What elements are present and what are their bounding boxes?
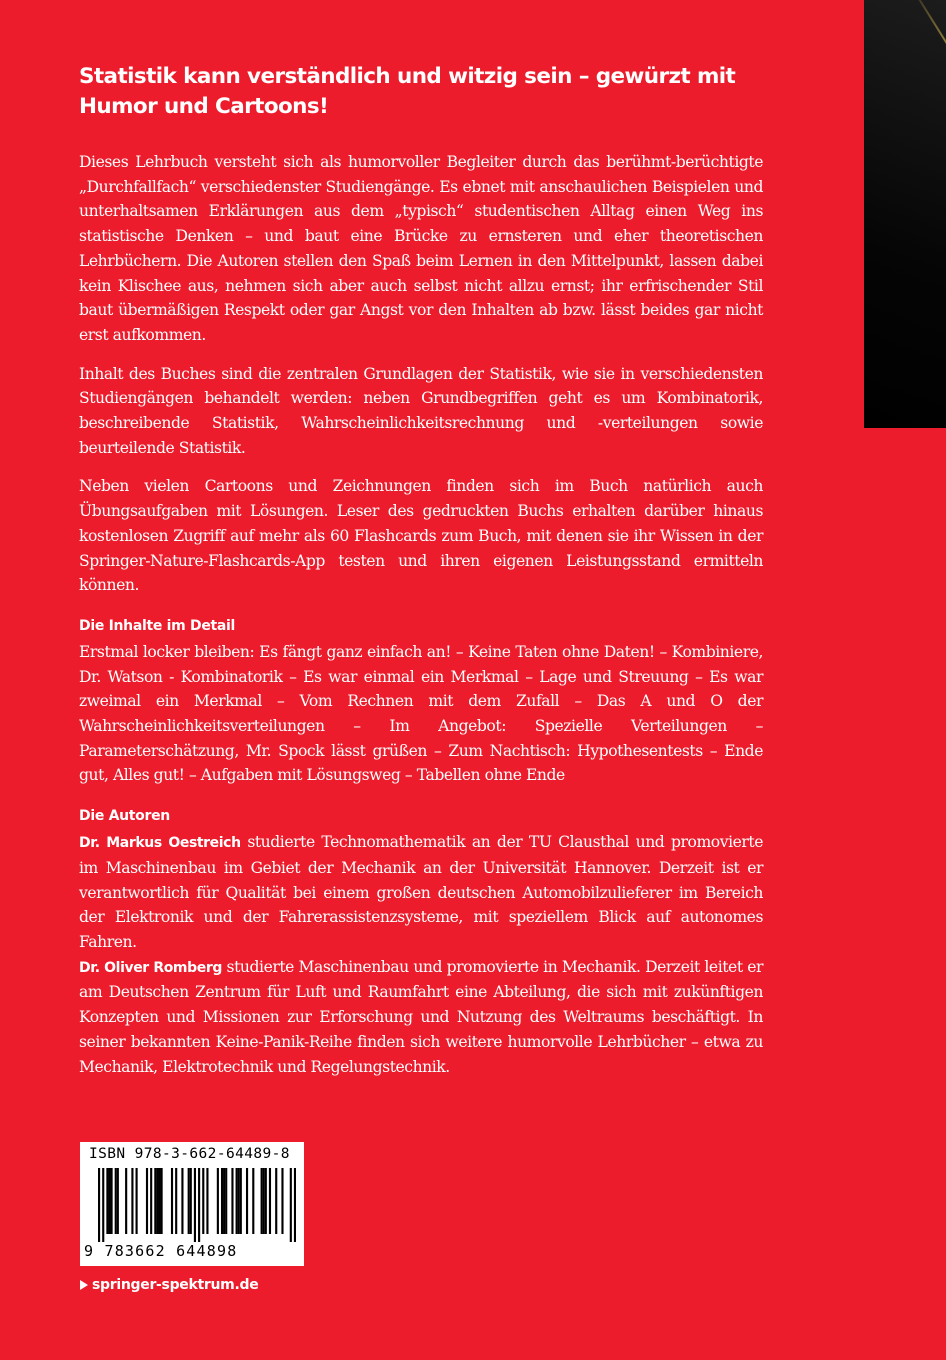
barcode-bar xyxy=(108,1168,110,1234)
barcode-bar xyxy=(252,1168,254,1234)
barcode-bar xyxy=(269,1168,271,1234)
author-bio-text: studierte Maschinenbau und promovierte in Mechanik. Derzeit leitet er am Deutschen Zentrum für Luft und Raumfahrt eine Abteilung, die sich mit zukünftigen Konzepten und Missionen zur Erforschung und Nutzung des Weltraums beschäftigt. In seiner bekannten Keine-Panik-Reihe finden sich weitere humorvolle Lehrbücher – etwa zu Mechanik, Elektrotechnik und Regelungstechnik. xyxy=(79,957,763,1076)
barcode-bar xyxy=(225,1168,227,1234)
contents-text: Erstmal locker bleiben: Es fängt ganz einfach an! – Keine Taten ohne Daten! – Kombiniere, Dr. Watson - Kombinatorik – Es war einmal ein Merkmal – Lage und Streuung – Es war zweimal ein Merkmal – Vom Rechnen mit dem Zufall – Das A und O der Wahrscheinlichkeitsverteilungen – Im Angebot: Spezielle Verteilungen – Parameterschätzung, Mr. Spock lässt grüßen – Zum Nachtisch: Hypothesentests – Ende gut, Alles gut! – Aufgaben mit Lösungsweg – Tabellen ohne Ende xyxy=(79,642,763,785)
barcode-bar xyxy=(136,1168,138,1234)
back-cover-text xyxy=(79,62,763,1093)
author-bio-oestreich xyxy=(79,830,763,955)
author-name: Dr. Oliver Romberg xyxy=(79,959,222,976)
author-bio-text: studierte Technomathematik an der TU Clausthal und promovierte im Maschinenbau im Gebiet der Mechanik an der Universität Hannover. Derzeit ist er verantwortlich für Qualität bei einem großen deutschen Automobilzulieferer im Bereich der Elektronik und der Fahrerassistenzsysteme, mit speziellem Blick auf autonomes Fahren. xyxy=(79,833,763,951)
author-bio-romberg xyxy=(79,955,763,1080)
barcode-bar xyxy=(206,1168,208,1234)
contents-heading: Die Inhalte im Detail xyxy=(79,617,236,634)
barcode-bar xyxy=(154,1168,156,1234)
barcode-bar xyxy=(181,1168,183,1234)
barcode-bar xyxy=(263,1168,265,1234)
barcode-bar xyxy=(221,1168,223,1234)
barcode-bar xyxy=(246,1168,248,1234)
barcode-bar xyxy=(261,1168,263,1234)
barcode-bar xyxy=(217,1168,219,1234)
isbn-barcode xyxy=(80,1142,304,1266)
barcode-bar xyxy=(281,1168,283,1234)
barcode-bar xyxy=(238,1168,240,1234)
barcode-bar xyxy=(290,1168,292,1242)
barcode-bar xyxy=(175,1168,177,1234)
light-streak xyxy=(906,0,946,116)
dark-corner-decoration xyxy=(864,0,946,428)
authors-heading: Die Autoren xyxy=(79,808,170,825)
barcode-bar xyxy=(102,1168,104,1242)
arrow-right-icon xyxy=(80,1280,88,1290)
barcode-bar xyxy=(223,1168,225,1234)
headline: Statistik kann verständlich und witzig sein – gewürzt mit Humor und Cartoons! xyxy=(79,64,736,119)
barcode-bar xyxy=(190,1168,192,1234)
website-text: springer-spektrum.de xyxy=(92,1277,259,1293)
intro-paragraph-2: Inhalt des Buches sind die zentralen Grundlagen der Statistik, wie sie in verschiedensten Studiengängen behandelt werden: neben Grundbegriffen geht es um Kombinatorik, beschreibende Statistik, Wahrscheinlichkeitsrechnung und -verteilungen sowie beurteilende Statistik. xyxy=(79,364,763,457)
barcode-bar xyxy=(158,1168,160,1234)
intro-paragraph-1: Dieses Lehrbuch versteht sich als humorvoller Begleiter durch das berühmt-berüchtigte „Durchfallfach“ verschiedenster Studiengänge. Es ebnet mit anschaulichen Beispielen und unterhaltsamen Erklärungen aus dem „typisch“ studentischen Alltag einen Weg ins statistische Denken – und baut eine Brücke zu ernsteren und eher theoretischen Lehrbüchern. Die Autoren stellen den Spaß beim Lernen in den Mittelpunkt, lassen dabei kein Klischee aus, nehmen sich aber auch selbst nicht allzu ernst; ihr erfrischender Stil baut übermäßigen Respekt oder gar Angst vor den Inhalten ab bzw. lässt beides gar nicht erst aufkommen. xyxy=(79,153,763,344)
barcode-bar xyxy=(156,1168,158,1234)
isbn-label: ISBN 978-3-662-64489-8 xyxy=(89,1146,290,1162)
intro-paragraph-3: Neben vielen Cartoons und Zeichnungen finden sich im Buch natürlich auch Übungsaufgaben mit Lösungen. Leser des gedruckten Buchs erhalten darüber hinaus kostenlosen Zugriff auf mehr als 60 Flashcards zum Buch, mit denen sie ihr Wissen in der Springer-Nature-Flashcards-App testen und ihren eigenen Leistungsstand ermitteln können. xyxy=(79,477,763,595)
barcode-bar xyxy=(146,1168,148,1234)
barcode-bar xyxy=(106,1168,108,1234)
barcode-digits: 9 783662 644898 xyxy=(84,1242,238,1260)
barcode-bar xyxy=(202,1168,204,1234)
author-name: Dr. Markus Oestreich xyxy=(79,835,241,852)
barcode-bar xyxy=(188,1168,190,1234)
barcode-bar xyxy=(150,1168,152,1234)
barcode-bar xyxy=(117,1168,119,1234)
barcode-bar xyxy=(115,1168,117,1234)
barcode-bar xyxy=(294,1168,296,1242)
barcode-bar xyxy=(240,1168,242,1234)
barcode-bar xyxy=(131,1168,133,1234)
barcode-bar xyxy=(111,1168,113,1234)
barcode-bars xyxy=(90,1168,296,1242)
publisher-website[interactable] xyxy=(80,1277,258,1293)
barcode-bar xyxy=(125,1168,127,1234)
barcode-bar xyxy=(265,1168,267,1234)
barcode-bar xyxy=(98,1168,100,1242)
barcode-bar xyxy=(194,1168,196,1242)
barcode-bar xyxy=(161,1168,163,1234)
barcode-bar xyxy=(231,1168,233,1234)
barcode-bar xyxy=(198,1168,200,1242)
barcode-bar xyxy=(275,1168,277,1234)
barcode-bar xyxy=(236,1168,238,1234)
barcode-bar xyxy=(171,1168,173,1234)
